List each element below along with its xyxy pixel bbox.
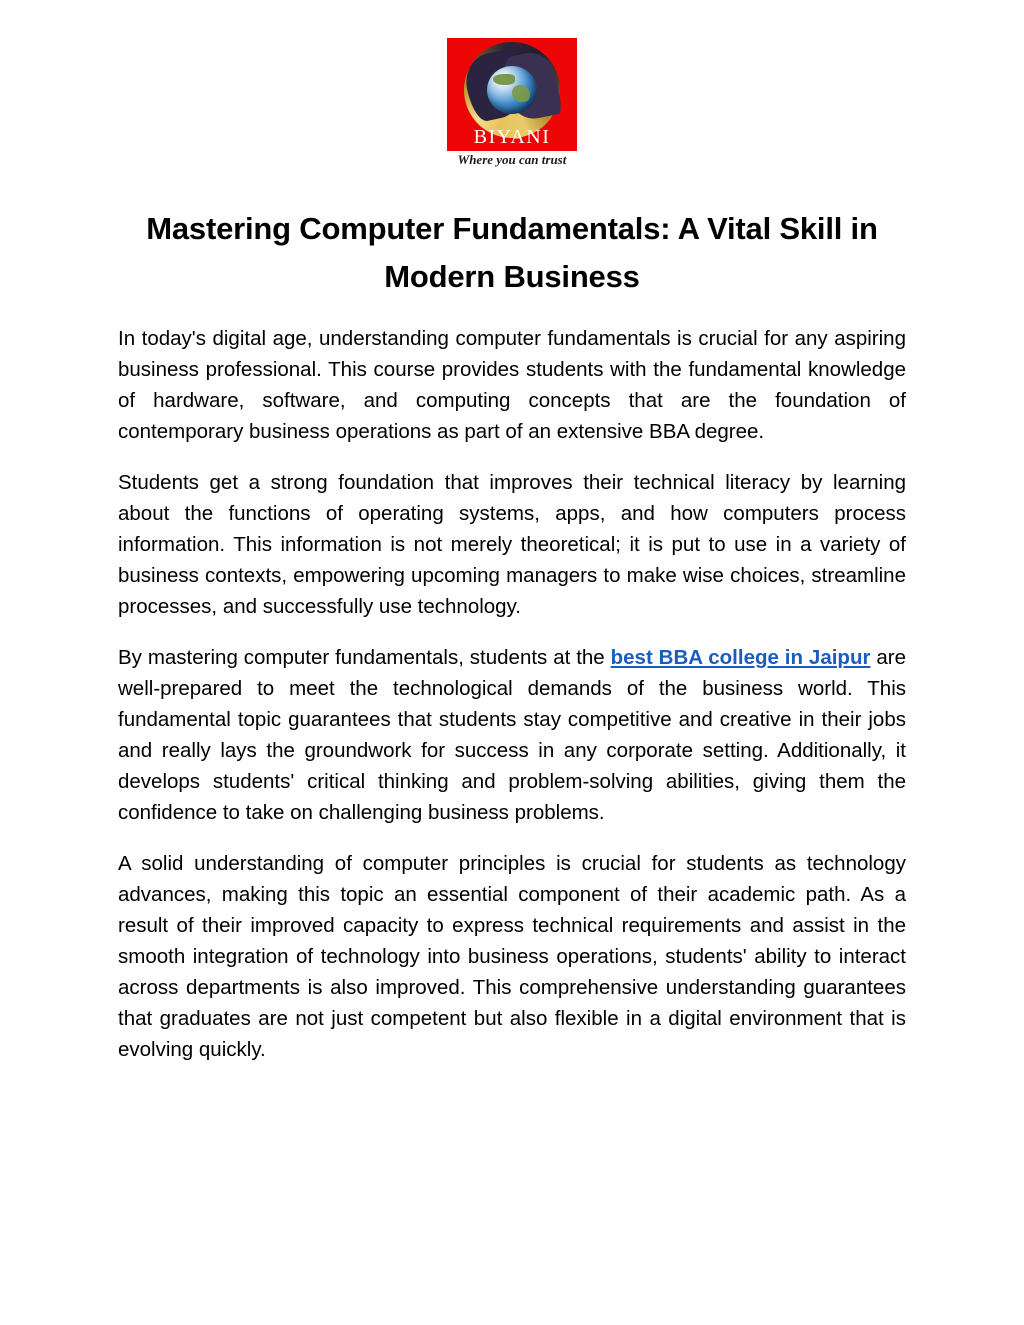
paragraph-3-after-link: are well-prepared to meet the technological demands of the business world. This fundamental topic guarantees that students stay competitive and creative in their jobs and really lays the groundwork for success in any corporate setting. Additionally, it develops students' critical thinking and problem-solving abilities, giving them the confidence to take on challenging business problems.	[118, 646, 906, 824]
globe-icon	[487, 66, 537, 114]
paragraph-3	[118, 642, 906, 828]
document-content	[118, 205, 906, 1065]
paragraph-1: In today's digital age, understanding computer fundamentals is crucial for any aspiring business professional. This course provides students with the fundamental knowledge of hardware, software, and computing concepts that are the foundation of contemporary business operations as part of an extensive BBA degree.	[118, 327, 906, 443]
logo-card	[447, 38, 577, 151]
paragraph-3-before-link: By mastering computer fundamentals, students at the	[118, 646, 611, 669]
logo-tagline: Where you can trust	[457, 152, 567, 167]
paragraph-4: A solid understanding of computer principles is crucial for students as technology advances, making this topic an essential component of their academic path. As a result of their improved capacity to express technical requirements and assist in the smooth integration of technology into business operations, students' ability to interact across departments is also improved. This comprehensive understanding guarantees that graduates are not just competent but also flexible in a digital environment that is evolving quickly.	[118, 852, 906, 1061]
paragraph-2: Students get a strong foundation that improves their technical literacy by learning about the functions of operating systems, apps, and how computers process information. This information is not merely theoretical; it is put to use in a variety of business contexts, empowering upcoming managers to make wise choices, streamline processes, and successfully use technology.	[118, 471, 906, 618]
best-bba-college-in-jaipur-link[interactable]: best BBA college in Jaipur	[610, 646, 871, 669]
brand-logo	[0, 38, 1024, 167]
page-title: Mastering Computer Fundamentals: A Vital Skill in Modern Business	[146, 211, 878, 294]
logo-wordmark: BIYANI	[473, 126, 551, 148]
